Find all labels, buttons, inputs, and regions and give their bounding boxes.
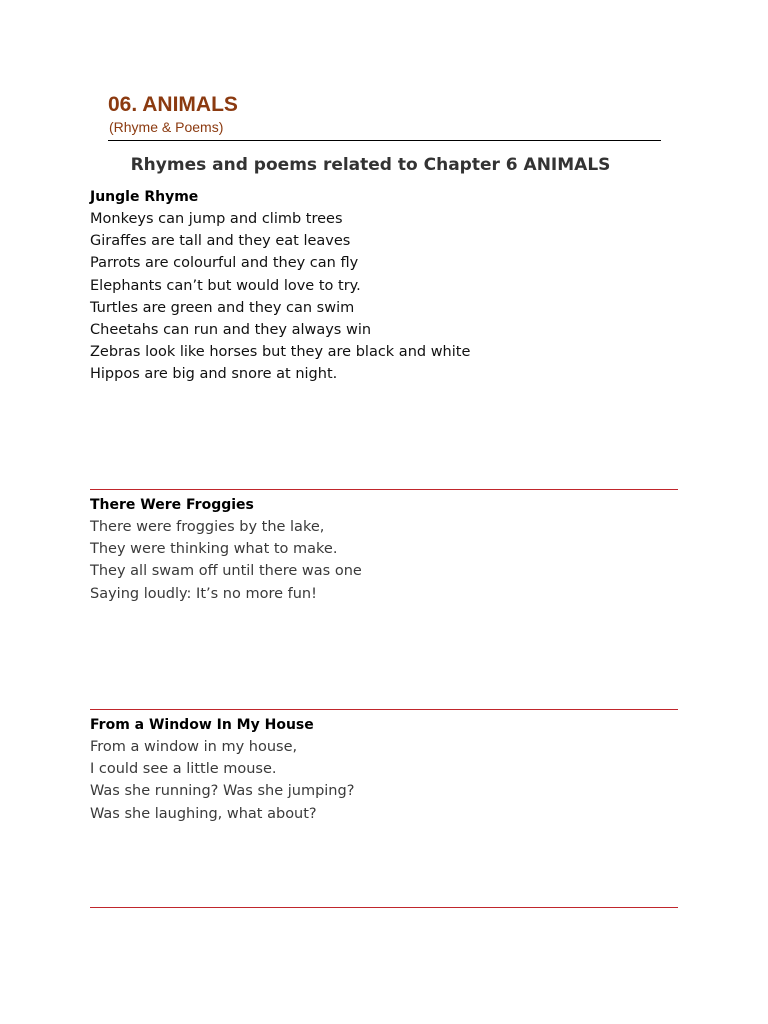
poem-line: There were froggies by the lake, xyxy=(90,519,325,535)
poem-line: Parrots are colourful and they can fly xyxy=(90,255,359,272)
poem-lines xyxy=(90,516,690,605)
section-divider xyxy=(90,709,678,710)
header-divider xyxy=(108,140,661,141)
poem-line: Zebras look like horses but they are black and white xyxy=(90,344,471,361)
poem-lines xyxy=(90,736,690,825)
main-heading: Rhymes and poems related to Chapter 6 ANIMALS xyxy=(130,155,611,175)
poem-line: Giraffes are tall and they eat leaves xyxy=(90,233,351,250)
poem-line: Saying loudly: It’s no more fun! xyxy=(90,585,317,602)
poem-line: Turtles are green and they can swim xyxy=(90,299,355,316)
poem-line: From a window in my house, xyxy=(90,739,298,755)
poem-line: They all swam off until there was one xyxy=(90,563,362,580)
poem-title: There Were Froggies xyxy=(90,497,254,513)
poem-title: Jungle Rhyme xyxy=(90,189,199,205)
poem-line: I could see a little mouse. xyxy=(90,761,277,778)
section-divider xyxy=(90,907,678,908)
poem-line: Cheetahs can run and they always win xyxy=(90,322,372,339)
poem-line: Monkeys can jump and climb trees xyxy=(90,211,343,227)
poem-from-a-window xyxy=(90,714,690,825)
chapter-header xyxy=(108,92,661,136)
poem-lines xyxy=(90,208,690,386)
poem-line: Was she running? Was she jumping? xyxy=(90,783,355,800)
poem-line: Elephants can’t but would love to try. xyxy=(90,277,361,294)
poem-line: They were thinking what to make. xyxy=(90,541,338,558)
section-divider xyxy=(90,489,678,490)
chapter-title: 06. ANIMALS xyxy=(108,93,238,116)
poem-line: Hippos are big and snore at night. xyxy=(90,366,338,383)
poem-line: Was she laughing, what about? xyxy=(90,805,317,822)
chapter-subtitle: (Rhyme & Poems) xyxy=(109,119,224,135)
poem-there-were-froggies xyxy=(90,494,690,605)
poem-jungle-rhyme xyxy=(90,186,690,386)
poem-title: From a Window In My House xyxy=(90,717,314,733)
